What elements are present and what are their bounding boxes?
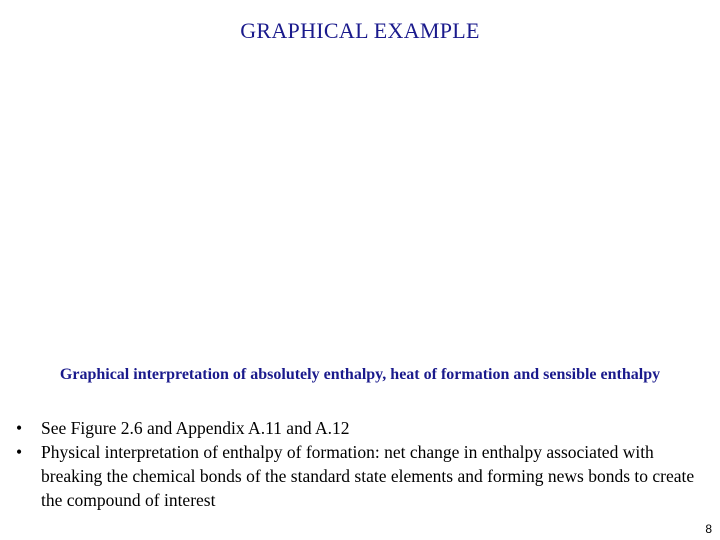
page-number: 8 [705, 522, 712, 536]
bullet-item [16, 440, 706, 512]
slide-title: GRAPHICAL EXAMPLE [240, 18, 480, 43]
bullet-marker: • [16, 418, 23, 438]
figure-caption: Graphical interpretation of absolutely enthalpy, heat of formation and sensible enthalpy [59, 366, 661, 383]
bullet-text: See Figure 2.6 and Appendix A.11 and A.12 [41, 418, 350, 438]
bullet-list [16, 416, 706, 512]
bullet-item [16, 416, 706, 440]
bullet-text: Physical interpretation of enthalpy of formation: net change in enthalpy associated with breaking the chemical bonds of the standard state elements and forming news bonds to create the compound of interest [41, 442, 695, 510]
bullet-marker: • [16, 442, 23, 462]
figure-placeholder [20, 60, 700, 352]
